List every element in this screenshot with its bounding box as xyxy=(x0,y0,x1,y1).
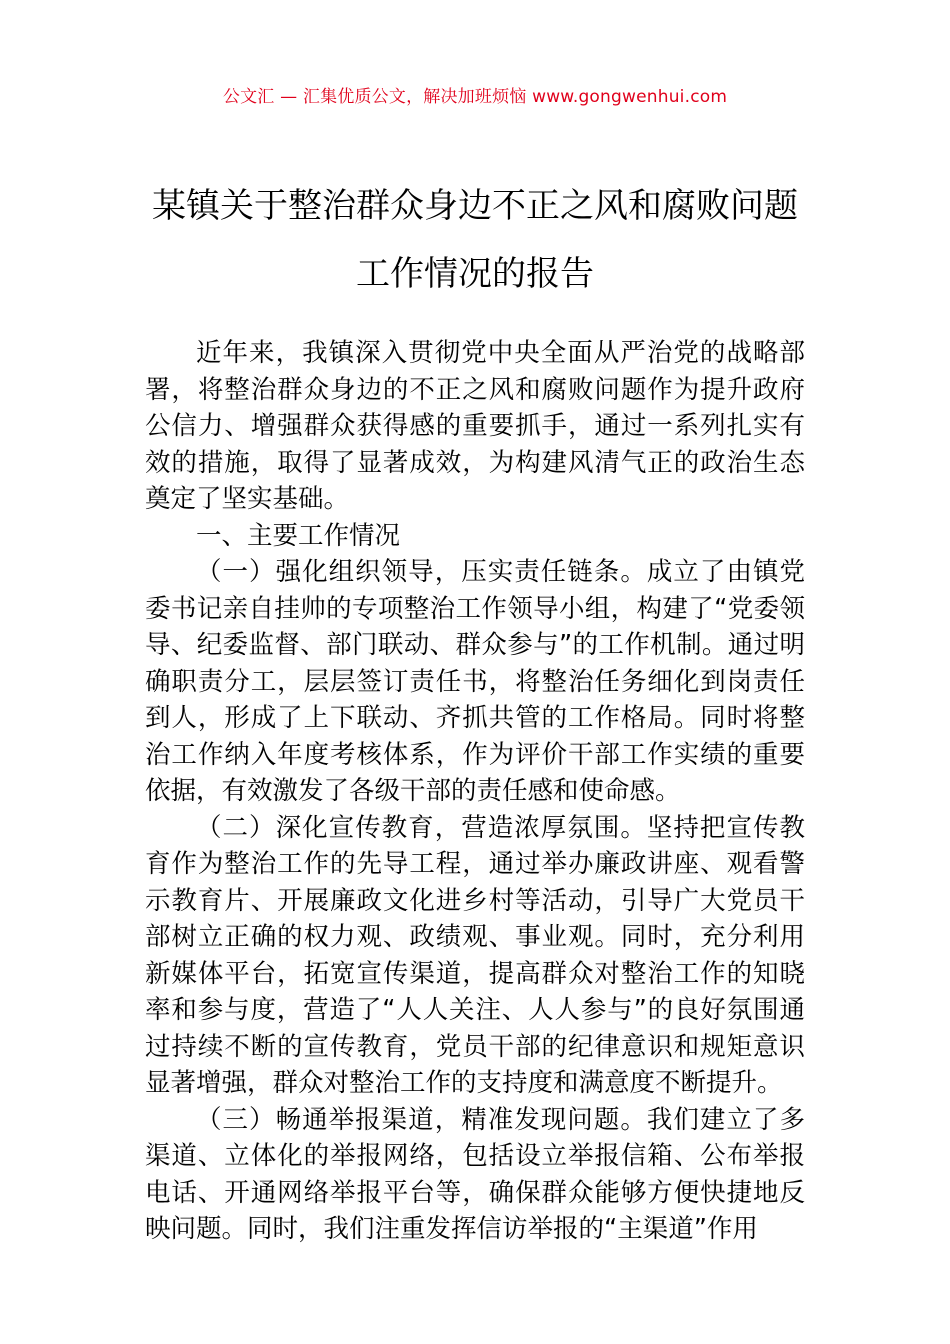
section-heading: 一、主要工作情况 xyxy=(196,520,401,551)
paragraph-item-1: （一）强化组织领导，压实责任链条。成立了由镇党委书记亲自挂帅的专项整治工作领导小组，构建了“党委领导、纪委监督、部门联动、群众参与”的工作机制。通过明确职责分工，层层签订责任书，将整治任务细化到岗责任到人，形成了上下联动、齐抓共管的工作格局。同时将整治工作纳入年度考核体系，作为评价干部工作实绩的重要依据，有效激发了各级干部的责任感和使命感。 xyxy=(145,557,805,806)
paragraph-intro: 近年来，我镇深入贯彻党中央全面从严治党的战略部署，将整治群众身边的不正之风和腐败问题作为提升政府公信力、增强群众获得感的重要抓手，通过一系列扎实有效的措施，取得了显著成效，为构建风清气正的政治生态奠定了坚实基础。 xyxy=(145,338,805,514)
paragraph-item-3: （三）畅通举报渠道，精准发现问题。我们建立了多渠道、立体化的举报网络，包括设立举报信箱、公布举报电话、开通网络举报平台等，确保群众能够方便快捷地反映问题。同时，我们注重发挥信访举报的“主渠道”作用 xyxy=(145,1104,805,1244)
header-banner: 公文汇 — 汇集优质公文，解决加班烦恼 www.gongwenhui.com xyxy=(222,87,728,107)
paragraph-item-2: （二）深化宣传教育，营造浓厚氛围。坚持把宣传教育作为整治工作的先导工程，通过举办廉政讲座、观看警示教育片、开展廉政文化进乡村等活动，引导广大党员干部树立正确的权力观、政绩观、事业观。同时，充分利用新媒体平台，拓宽宣传渠道，提高群众对整治工作的知晓率和参与度，营造了“人人关注、人人参与”的良好氛围通过持续不断的宣传教育，党员干部的纪律意识和规矩意识显著增强，群众对整治工作的支持度和满意度不断提升。 xyxy=(145,812,805,1098)
document-body xyxy=(145,335,805,1248)
document-title: 某镇关于整治群众身边不正之风和腐败问题工作情况的报告 xyxy=(152,186,798,294)
